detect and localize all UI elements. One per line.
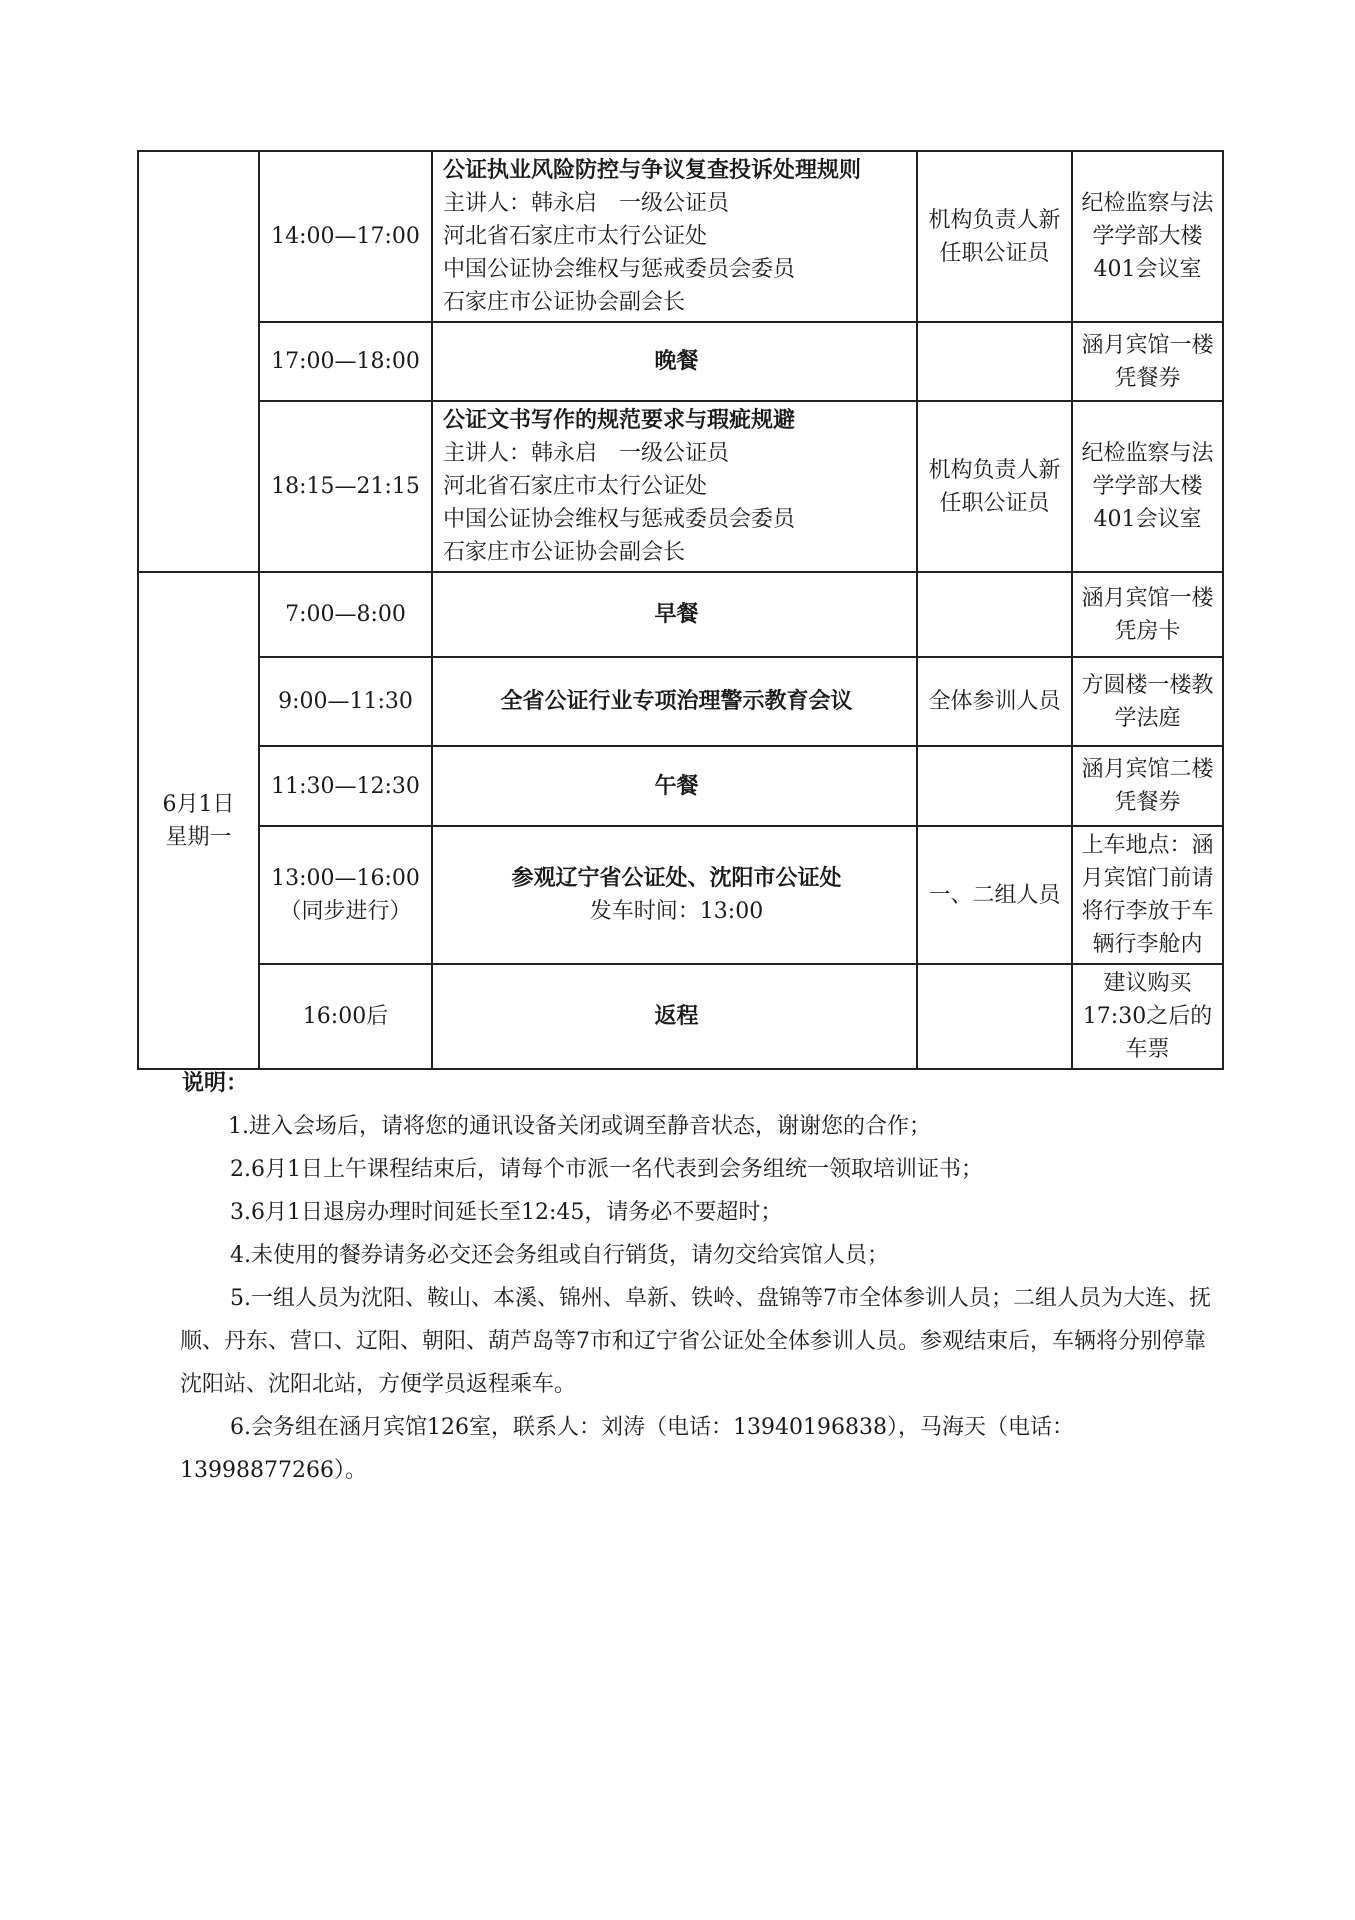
- notes-heading: 说明：: [182, 1070, 249, 1096]
- session-cell: [432, 826, 917, 964]
- audience-cell: 机构负责人新任职公证员: [917, 151, 1072, 322]
- day-cell: [138, 572, 259, 1069]
- audience-cell: [917, 322, 1072, 401]
- time-cell: 18:15—21:15: [259, 401, 432, 572]
- day-cell-empty: [138, 151, 259, 572]
- speaker-line: 石家庄市公证协会副会长: [443, 540, 686, 565]
- time-cell: 9:00—11:30: [259, 657, 432, 746]
- audience-cell: [917, 964, 1072, 1069]
- table-row: [138, 151, 1223, 322]
- audience-cell: 一、二组人员: [917, 826, 1072, 964]
- time-cell: 11:30—12:30: [259, 746, 432, 826]
- location-cell: 方圆楼一楼教学法庭: [1072, 657, 1223, 746]
- note-item: 2.6月1日上午课程结束后，请每个市派一名代表到会务组统一领取培训证书；: [230, 1157, 983, 1182]
- speaker-line: 主讲人：韩永启 一级公证员: [443, 441, 730, 466]
- table-row: [138, 657, 1223, 746]
- time-cell: 14:00—17:00: [259, 151, 432, 322]
- session-title: 公证文书写作的规范要求与瑕疵规避: [443, 407, 796, 433]
- time-cell: [259, 826, 432, 964]
- speaker-line: 河北省石家庄市太行公证处: [443, 474, 708, 499]
- session-title: 晚餐: [432, 322, 917, 401]
- day-weekday: 星期一: [165, 824, 232, 850]
- location-cell: 上车地点：涵月宾馆门前请将行李放于车辆行李舱内: [1072, 826, 1223, 964]
- time-cell: 16:00后: [259, 964, 432, 1069]
- audience-cell: [917, 746, 1072, 826]
- session-title: 早餐: [432, 572, 917, 657]
- session-title: 返程: [432, 964, 917, 1069]
- table-row: [138, 746, 1223, 826]
- note-item: 4.未使用的餐券请务必交还会务组或自行销货，请勿交给宾馆人员；: [230, 1243, 889, 1268]
- session-cell: [432, 151, 917, 322]
- session-title: 全省公证行业专项治理警示教育会议: [432, 657, 917, 746]
- time-cell: 7:00—8:00: [259, 572, 432, 657]
- time-range: 13:00—16:00: [271, 866, 420, 891]
- note-item: 3.6月1日退房办理时间延长至12:45，请务必不要超时；: [230, 1200, 783, 1225]
- day-date: 6月1日: [162, 791, 235, 817]
- location-cell: 涵月宾馆一楼凭房卡: [1072, 572, 1223, 657]
- speaker-line: 中国公证协会维权与惩戒委员会委员: [443, 257, 796, 282]
- session-title: 公证执业风险防控与争议复查投诉处理规则: [443, 157, 862, 183]
- session-cell: [432, 401, 917, 572]
- session-title: 午餐: [432, 746, 917, 826]
- audience-cell: 机构负责人新任职公证员: [917, 401, 1072, 572]
- table-row: [138, 401, 1223, 572]
- session-subtitle: 发车时间：13:00: [589, 899, 764, 924]
- notes-section: [180, 1062, 1220, 1492]
- schedule-table: [137, 150, 1224, 1070]
- table-row: [138, 322, 1223, 401]
- speaker-line: 中国公证协会维权与惩戒委员会委员: [443, 507, 796, 532]
- location-cell: 涵月宾馆二楼凭餐券: [1072, 746, 1223, 826]
- note-item: 6.会务组在涵月宾馆126室，联系人：刘涛（电话：13940196838），马海天（电话：13998877266）。: [180, 1415, 1074, 1483]
- location-cell: 纪检监察与法学学部大楼401会议室: [1072, 401, 1223, 572]
- audience-cell: 全体参训人员: [917, 657, 1072, 746]
- time-cell: 17:00—18:00: [259, 322, 432, 401]
- time-note: （同步进行）: [279, 899, 412, 924]
- note-item: 1.进入会场后，请将您的通讯设备关闭或调至静音状态，谢谢您的合作；: [228, 1114, 931, 1139]
- table-row: [138, 964, 1223, 1069]
- note-item: 5.一组人员为沈阳、鞍山、本溪、锦州、阜新、铁岭、盘锦等7市全体参训人员；二组人员为大连、抚顺、丹东、营口、辽阳、朝阳、葫芦岛等7市和辽宁省公证处全体参训人员。参观结束后，车辆将分别停靠沈阳站、沈阳北站，方便学员返程乘车。: [180, 1286, 1211, 1397]
- speaker-line: 主讲人：韩永启 一级公证员: [443, 191, 730, 216]
- audience-cell: [917, 572, 1072, 657]
- speaker-line: 河北省石家庄市太行公证处: [443, 224, 708, 249]
- location-cell: 纪检监察与法学学部大楼401会议室: [1072, 151, 1223, 322]
- table-row: [138, 572, 1223, 657]
- table-row: [138, 826, 1223, 964]
- session-title: 参观辽宁省公证处、沈阳市公证处: [511, 865, 842, 891]
- location-cell: 建议购买17:30之后的车票: [1072, 964, 1223, 1069]
- location-cell: 涵月宾馆一楼凭餐券: [1072, 322, 1223, 401]
- speaker-line: 石家庄市公证协会副会长: [443, 290, 686, 315]
